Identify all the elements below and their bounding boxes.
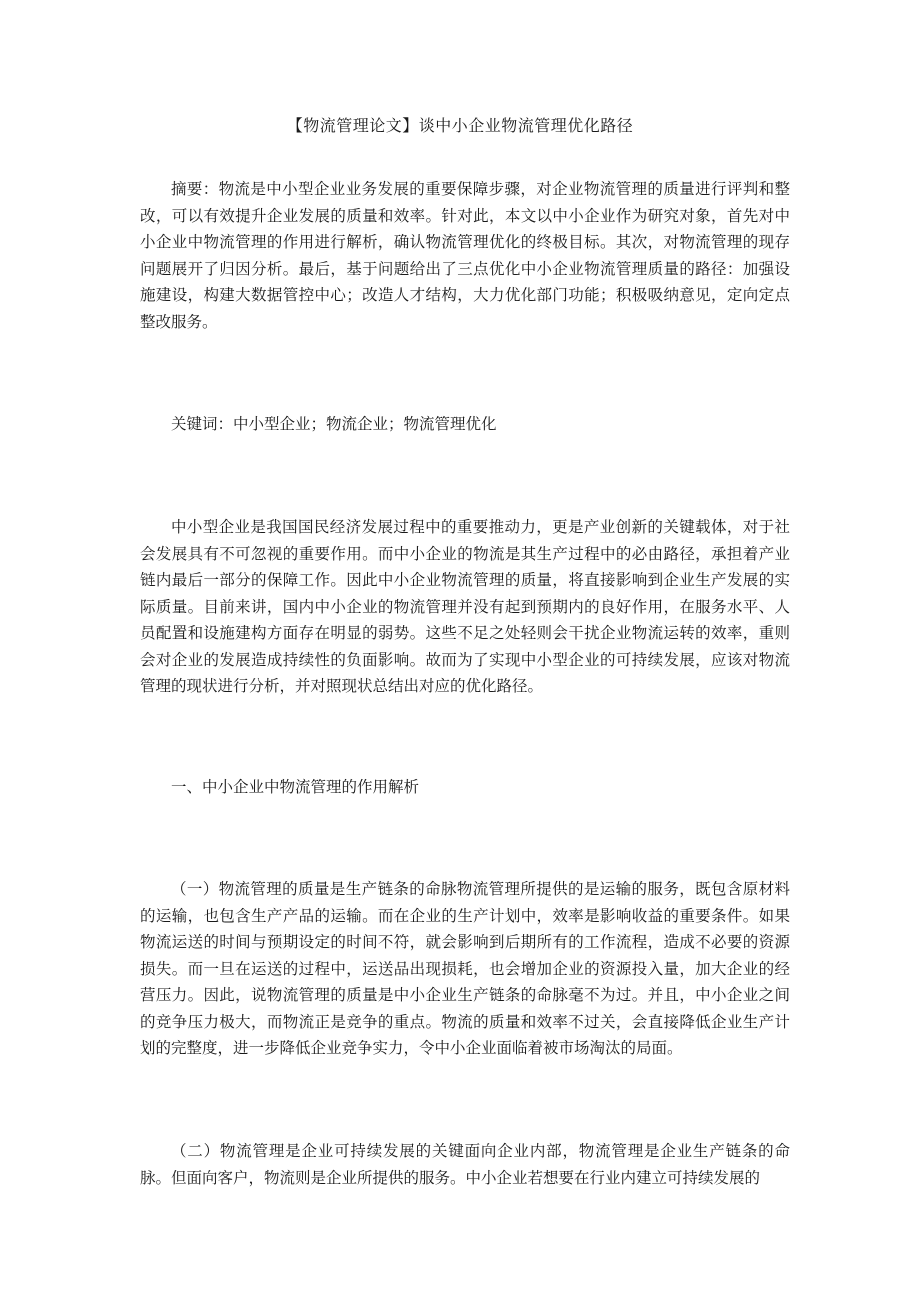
keywords-line: 关键词：中小型企业；物流企业；物流管理优化: [171, 415, 497, 433]
document-title: 【物流管理论文】谈中小企业物流管理优化路径: [286, 116, 634, 135]
intro-paragraph: 中小型企业是我国国民经济发展过程中的重要推动力，更是产业创新的关键载体，对于社会发展具有不可忽视的重要作用。而中小企业的物流是其生产过程中的必由路径，承担着产业链内最后一部分的保障工作。因此中小企业物流管理的质量，将直接影响到企业生产发展的实际质量。目前来讲，国内中小企业的物流管理并没有起到预期内的良好作用，在服务水平、人员配置和设施建构方面存在明显的弱势。这些不足之处轻则会干扰企业物流运转的效率，重则会对企业的发展造成持续性的负面影响。故而为了实现中小型企业的可持续发展，应该对物流管理的现状进行分析，并对照现状总结出对应的优化路径。: [140, 518, 790, 695]
section-paragraph-1: （一）物流管理的质量是生产链条的命脉物流管理所提供的是运输的服务，既包含原材料的运输，也包含生产产品的运输。而在企业的生产计划中，效率是影响收益的重要条件。如果物流运送的时间与预期设定的时间不符，就会影响到后期所有的工作流程，造成不必要的资源损失。而一旦在运送的过程中，运送品出现损耗，也会增加企业的资源投入量，加大企业的经营压力。因此，说物流管理的质量是中小企业生产链条的命脉毫不为过。并且，中小企业之间的竞争压力极大，而物流正是竞争的重点。物流的质量和效率不过关，会直接降低企业生产计划的完整度，进一步降低企业竞争实力，令中小企业面临着被市场淘汰的局面。: [140, 880, 790, 1057]
section-heading: 一、中小企业中物流管理的作用解析: [171, 778, 420, 796]
section-paragraph-2: （二）物流管理是企业可持续发展的关键面向企业内部，物流管理是企业生产链条的命脉。但面向客户，物流则是企业所提供的服务。中小企业若想要在行业内建立可持续发展的: [140, 1142, 790, 1187]
abstract-paragraph: 摘要：物流是中小型企业业务发展的重要保障步骤，对企业物流管理的质量进行评判和整改，可以有效提升企业发展的质量和效率。针对此，本文以中小企业作为研究对象，首先对中小企业中物流管理的作用进行解析，确认物流管理优化的终极目标。其次，对物流管理的现存问题展开了归因分析。最后，基于问题给出了三点优化中小企业物流管理质量的路径：加强设施建设，构建大数据管控中心；改造人才结构，大力优化部门功能；积极吸纳意见，定向定点整改服务。: [140, 180, 790, 331]
